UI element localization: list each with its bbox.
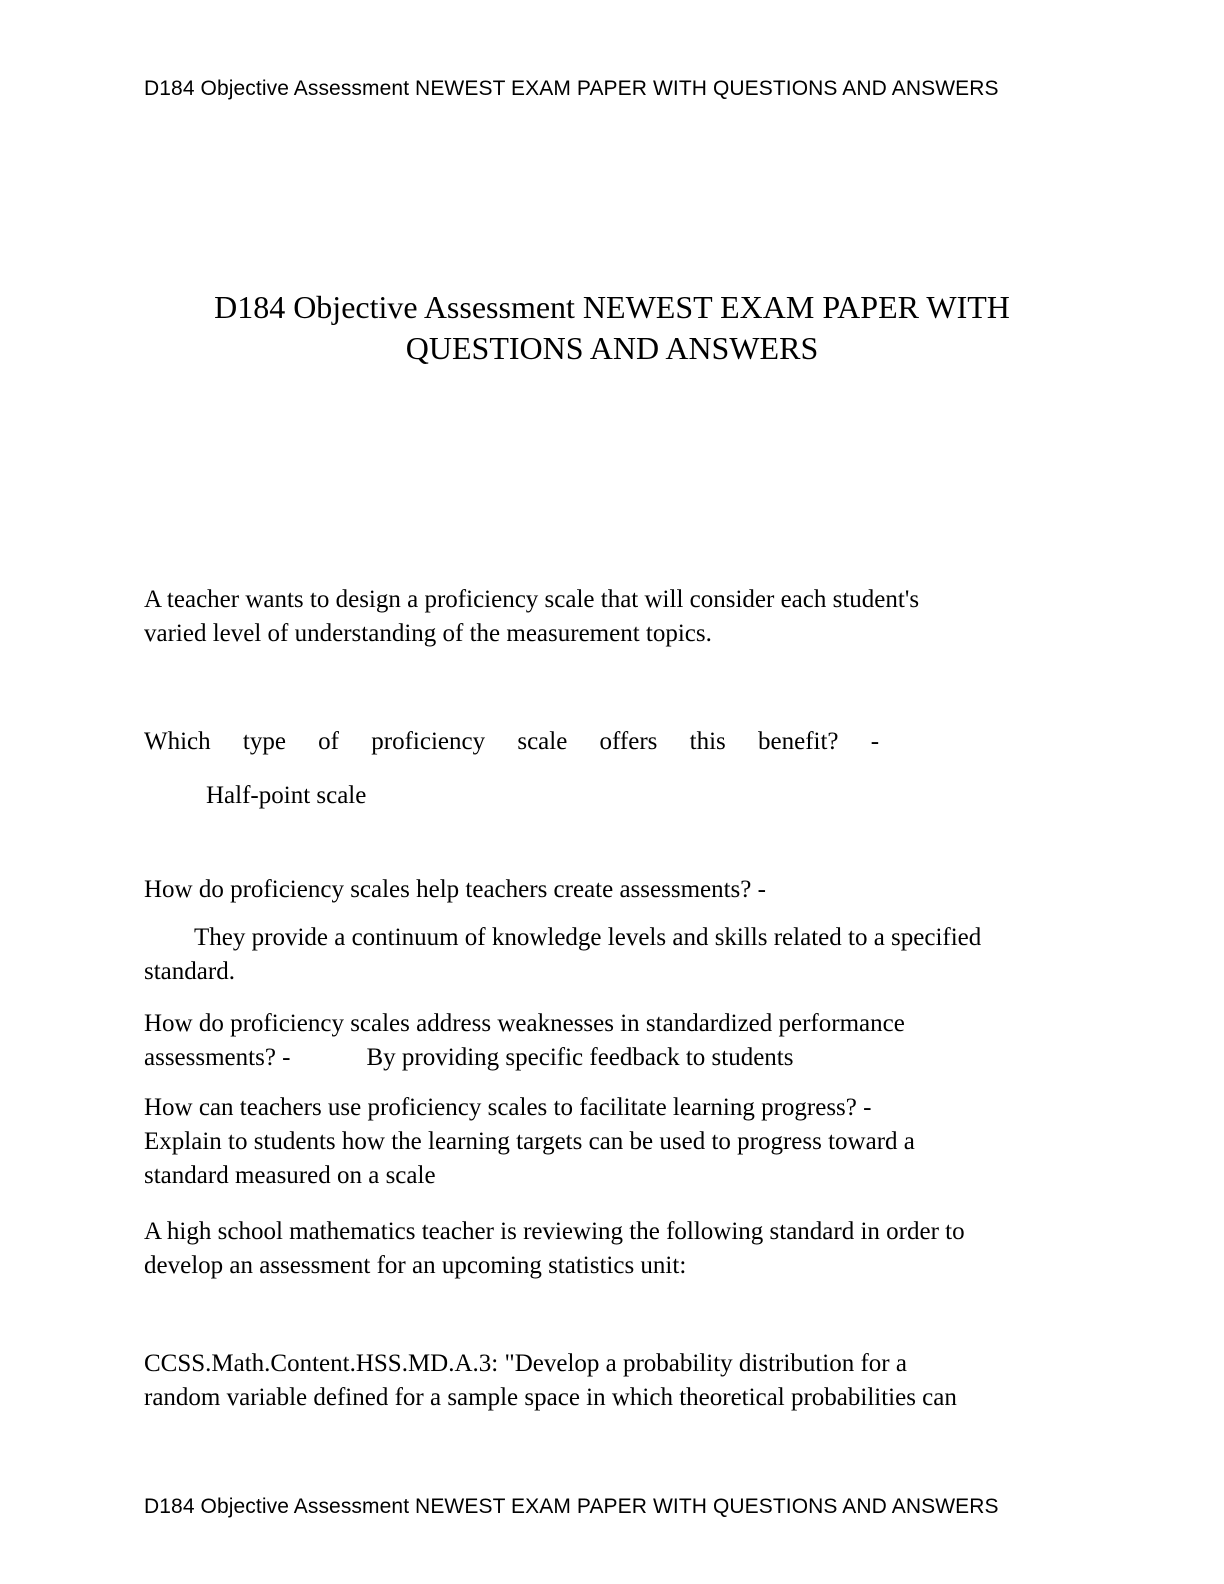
paragraph-qa4: [144, 1091, 1104, 1193]
paragraph-scenario: [144, 1215, 1104, 1283]
paragraph-qa2-question: [144, 873, 1104, 907]
paragraph-qa3: [144, 1007, 1104, 1075]
qa3-question-tail: assessments? -: [144, 1044, 291, 1071]
scenario-line-1: A high school mathematics teacher is reviewing the following standard in order to: [144, 1218, 965, 1245]
page-header: D184 Objective Assessment NEWEST EXAM PAPER WITH QUESTIONS AND ANSWERS: [144, 77, 999, 100]
qa3-answer: By providing specific feedback to students: [366, 1044, 794, 1071]
standard-line-1: CCSS.Math.Content.HSS.MD.A.3: "Develop a probability distribution for a: [144, 1350, 907, 1377]
scenario-line-2: develop an assessment for an upcoming statistics unit:: [144, 1252, 687, 1279]
title-line-1: D184 Objective Assessment NEWEST EXAM PAPER WITH: [214, 289, 1010, 325]
title-line-2: QUESTIONS AND ANSWERS: [405, 330, 819, 366]
paragraph-intro: [144, 583, 1104, 651]
qa4-answer-line-1: Explain to students how the learning targets can be used to progress toward a: [144, 1128, 915, 1155]
paragraph-qa2-answer: [144, 921, 1104, 989]
paragraph-standard: [144, 1347, 1104, 1415]
qa2-answer-line-2: standard.: [144, 958, 235, 985]
qa2-question: How do proficiency scales help teachers create assessments? -: [144, 876, 766, 903]
qa3-question-line-2: [144, 1041, 1104, 1075]
qa1-question: Which type of proficiency scale offers this benefit? -: [144, 728, 880, 755]
standard-line-2: random variable defined for a sample space in which theoretical probabilities can: [144, 1384, 957, 1411]
qa1-answer: Half-point scale: [206, 782, 367, 809]
qa2-answer-line-1: They provide a continuum of knowledge levels and skills related to a specified: [194, 924, 982, 951]
qa3-question-line-1: How do proficiency scales address weaknesses in standardized performance: [144, 1010, 905, 1037]
document-title: [0, 287, 1224, 369]
qa4-question: How can teachers use proficiency scales to facilitate learning progress? -: [144, 1094, 872, 1121]
page-footer: D184 Objective Assessment NEWEST EXAM PAPER WITH QUESTIONS AND ANSWERS: [144, 1495, 999, 1518]
intro-line-2: varied level of understanding of the measurement topics.: [144, 620, 712, 647]
intro-line-1: A teacher wants to design a proficiency scale that will consider each student's: [144, 586, 920, 613]
paragraph-qa1: [144, 725, 1104, 813]
qa4-answer-line-2: standard measured on a scale: [144, 1162, 436, 1189]
